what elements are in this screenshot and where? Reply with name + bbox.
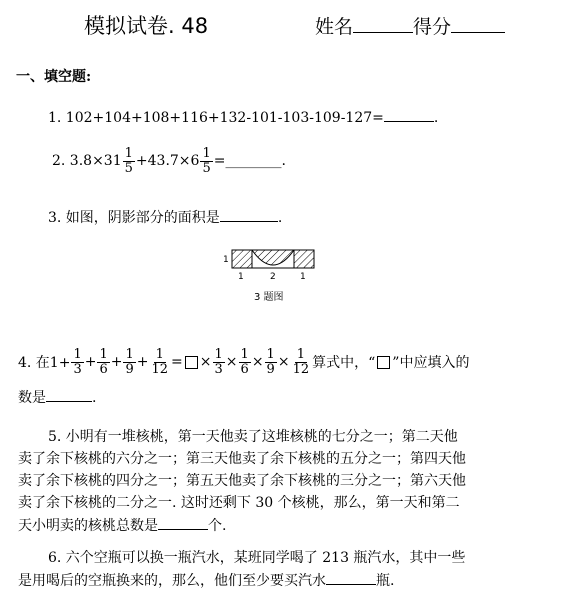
fraction-denominator: 12: [151, 361, 169, 377]
question-1-end: .: [433, 110, 439, 126]
fraction-denominator: 9: [266, 361, 275, 377]
plus-sign: +: [136, 354, 149, 371]
question-5-last: 天小明卖的核桃总数是: [18, 518, 158, 534]
score-blank[interactable]: [451, 12, 505, 33]
answer-box-icon: [185, 356, 198, 369]
question-4-line2: [18, 386, 96, 407]
times-sign: ×: [277, 354, 290, 371]
fraction-numerator: 1: [214, 347, 223, 362]
question-4: [18, 348, 469, 376]
fraction-denominator: 5: [202, 160, 211, 176]
answer-box-icon: [377, 356, 390, 369]
question-4-blank[interactable]: [46, 386, 92, 402]
fraction: [200, 147, 212, 175]
fraction-numerator: 1: [73, 347, 82, 362]
equals-sign: =: [171, 354, 183, 371]
fraction: [71, 348, 83, 376]
question-6: [18, 547, 568, 592]
name-label: 姓名: [315, 16, 354, 38]
fraction-denominator: 3: [73, 361, 82, 377]
name-blank[interactable]: [353, 12, 413, 33]
times-sign: ×: [225, 354, 238, 371]
fraction: [123, 147, 135, 175]
fraction-denominator: 5: [124, 160, 133, 176]
question-4-after2: ”中应填入的: [392, 355, 470, 372]
question-3-blank[interactable]: [220, 206, 278, 222]
question-4-line2-text: 数是: [18, 390, 46, 406]
question-2-mid: +43.7×6: [135, 153, 200, 170]
fraction-numerator: 1: [296, 347, 305, 362]
question-5-line: 卖了余下核桃的六分之一；第三天他卖了余下核桃的五分之一；第四天他: [18, 451, 466, 467]
question-2-end: .: [281, 153, 286, 170]
question-6-line: [18, 569, 568, 592]
plus-sign: +: [84, 354, 97, 371]
fraction: [97, 348, 109, 376]
question-6-end: 瓶.: [376, 573, 395, 589]
times-sign: ×: [251, 354, 264, 371]
question-6-line: 6. 六个空瓶可以换一瓶汽水，某班同学喝了 213 瓶汽水，其中一些: [48, 550, 466, 566]
fraction-numerator: 1: [99, 347, 108, 362]
section-heading: 一、填空题:: [16, 69, 92, 85]
fraction-denominator: 6: [99, 361, 108, 377]
figure-left-label: 1: [223, 255, 229, 265]
question-1-blank[interactable]: [384, 106, 434, 122]
question-4-after: 算式中，“: [312, 355, 376, 372]
fraction: [123, 348, 135, 376]
fraction: [291, 348, 312, 376]
times-sign: ×: [199, 354, 212, 371]
fraction-denominator: 9: [125, 361, 134, 377]
question-6-blank[interactable]: [326, 569, 376, 585]
question-5-line: [18, 514, 568, 537]
name-score-fields: [315, 12, 505, 39]
fraction: [239, 348, 251, 376]
question-4-lead: 4. 在1+: [18, 355, 71, 372]
fraction-numerator: 1: [155, 347, 164, 362]
page-title: 模拟试卷. 48: [84, 14, 209, 38]
fraction-numerator: 1: [125, 347, 134, 362]
fraction-numerator: 1: [266, 347, 275, 362]
fraction-numerator: 1: [124, 146, 133, 161]
question-5-line: 5. 小明有一堆核桃，第一天他卖了这堆核桃的七分之一；第二天他: [48, 429, 458, 445]
question-5-blank[interactable]: [158, 514, 208, 530]
question-2-blank[interactable]: ________: [225, 153, 282, 170]
figure-bottom-label: 1: [238, 272, 244, 282]
fraction-denominator: 3: [214, 361, 223, 377]
fraction: [213, 348, 225, 376]
score-label: 得分: [413, 16, 452, 38]
question-3: [48, 206, 282, 227]
question-5-end: 个.: [208, 518, 227, 534]
figure-bottom-label: 2: [270, 272, 276, 282]
question-6-line2: 是用喝后的空瓶换来的，那么，他们至少要买汽水: [18, 573, 326, 589]
plus-sign: +: [110, 354, 123, 371]
fraction-numerator: 1: [202, 146, 211, 161]
fraction: [150, 348, 171, 376]
question-5-line: 卖了余下核桃的二分之一. 这时还剩下 30 个核桃，那么，第一天和第二: [18, 495, 460, 511]
fraction-denominator: 12: [292, 361, 310, 377]
fraction: [265, 348, 277, 376]
question-5: [18, 426, 568, 537]
figure-caption: 3 题图: [254, 292, 284, 303]
question-2: [52, 147, 286, 175]
question-3-figure: [218, 240, 328, 306]
question-3-end: .: [277, 210, 283, 226]
question-1-text: 1. 102+104+108+116+132-101-103-109-127=: [48, 110, 384, 126]
fraction-denominator: 6: [240, 361, 249, 377]
question-1: [48, 106, 438, 126]
figure-bottom-label: 1: [300, 272, 306, 282]
fraction-numerator: 1: [240, 347, 249, 362]
question-2-eq: =: [213, 153, 226, 170]
question-3-text: 3. 如图，阴影部分的面积是: [48, 210, 220, 226]
question-2-text: 2. 3.8×31: [52, 153, 122, 170]
question-4-end: .: [92, 390, 97, 406]
question-5-line: 卖了余下核桃的四分之一；第五天他卖了余下核桃的三分之一；第六天他: [18, 473, 466, 489]
